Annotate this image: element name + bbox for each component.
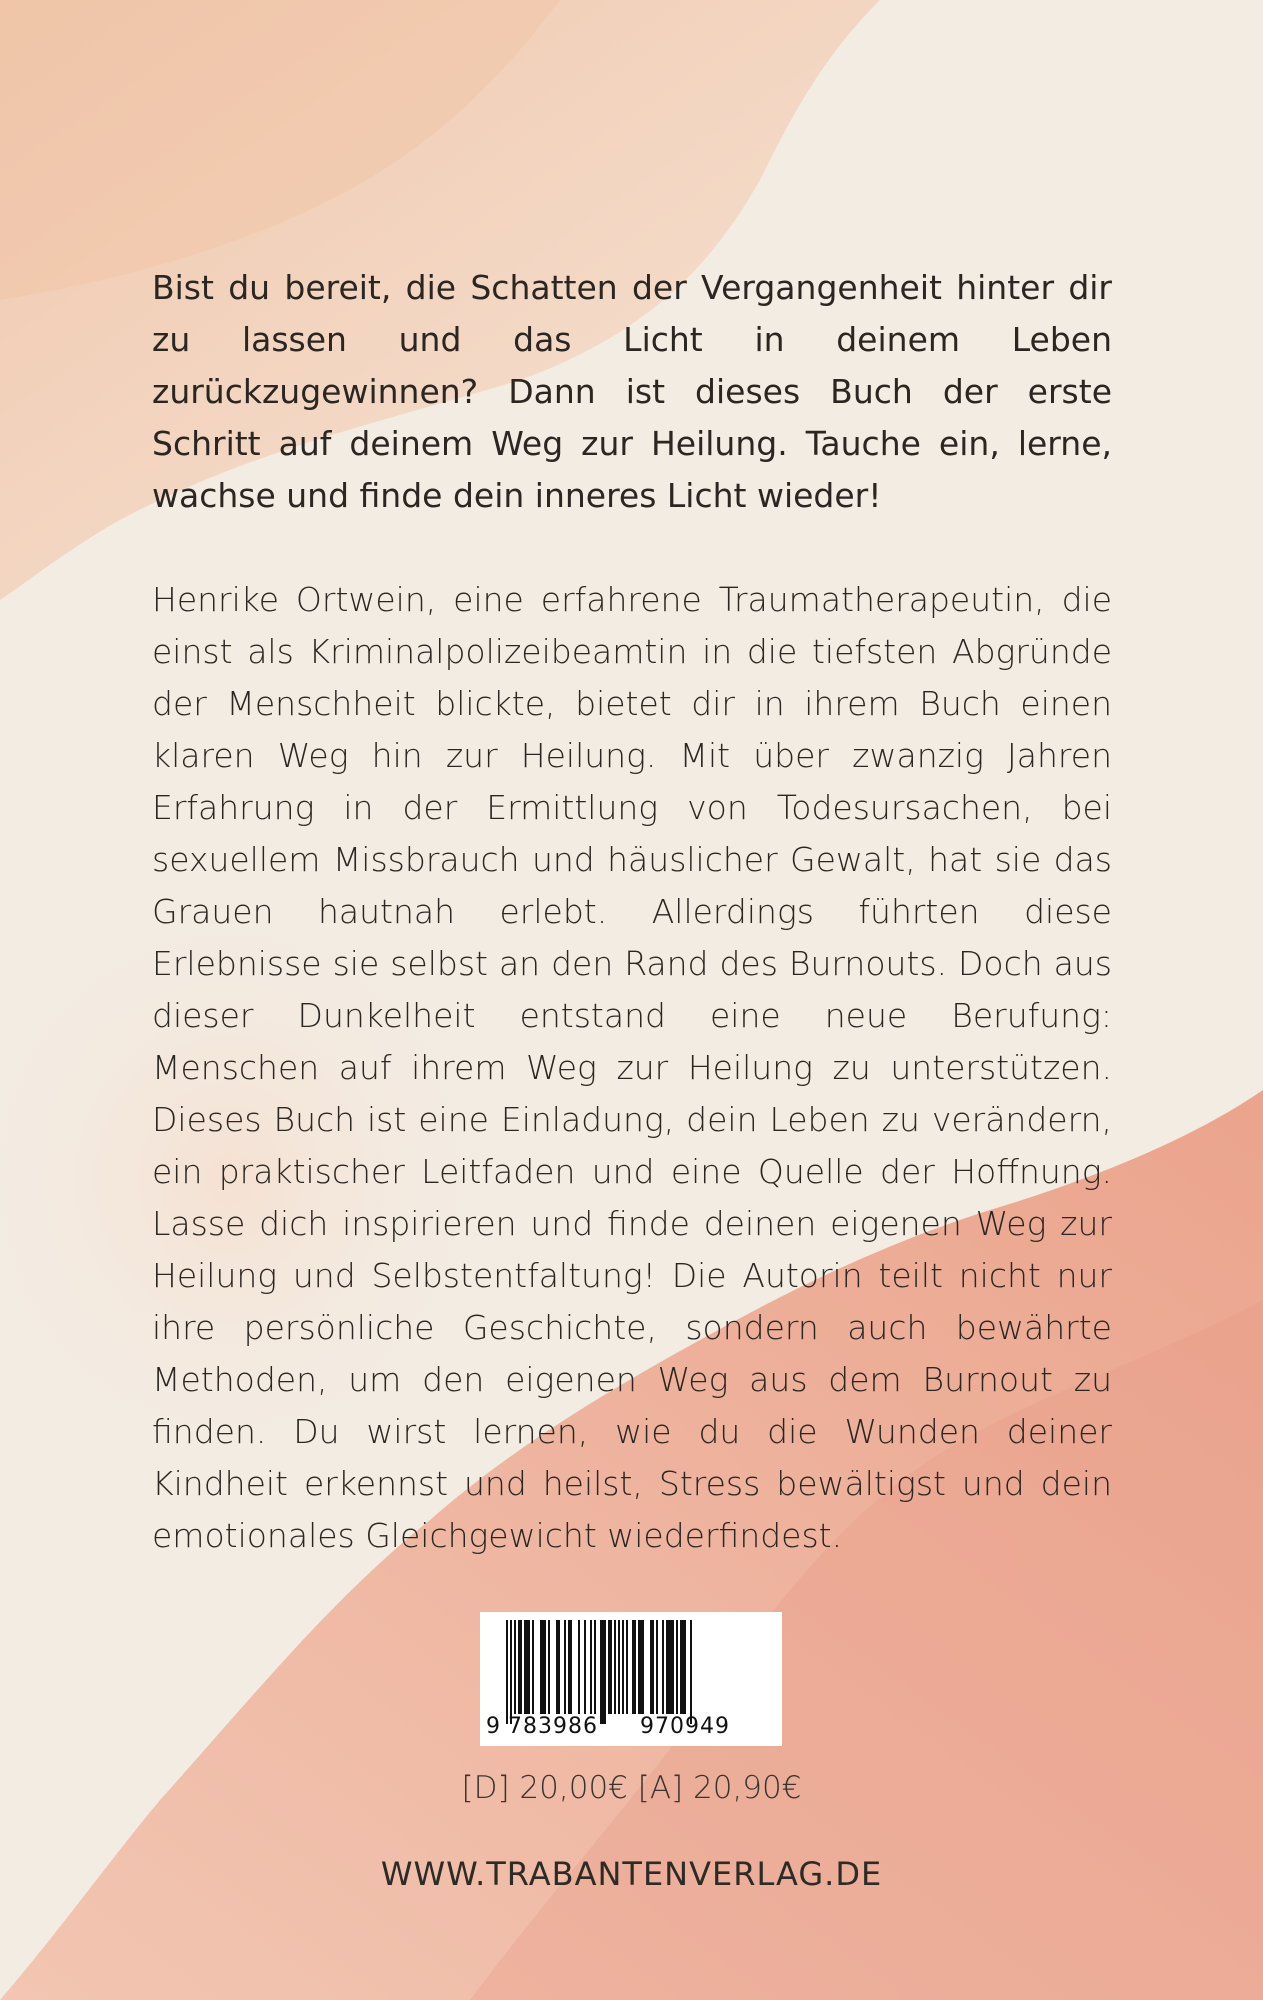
- barcode-bar: [594, 1620, 596, 1714]
- barcode-bar: [548, 1620, 550, 1714]
- barcode-bar: [662, 1620, 664, 1714]
- barcode-bar: [506, 1620, 508, 1724]
- barcode-bar: [622, 1620, 624, 1714]
- barcode-bar: [564, 1620, 566, 1714]
- barcode-bar: [676, 1620, 678, 1714]
- isbn-barcode: [480, 1612, 782, 1746]
- barcode-bar: [690, 1620, 692, 1724]
- barcode-bar: [618, 1620, 620, 1714]
- barcode-bar: [540, 1620, 542, 1714]
- barcode-bar: [558, 1620, 560, 1714]
- barcode-bar: [668, 1620, 670, 1714]
- barcode-bar: [544, 1620, 546, 1714]
- barcode-bar: [666, 1620, 668, 1714]
- back-cover-blurb: [152, 262, 1112, 1562]
- barcode-bar: [632, 1620, 634, 1714]
- barcode-bar: [614, 1620, 616, 1714]
- barcode-bar: [640, 1620, 642, 1714]
- barcode-bar: [584, 1620, 586, 1714]
- barcode-bar: [642, 1620, 644, 1714]
- barcode-bar: [610, 1620, 612, 1714]
- barcode-bar: [520, 1620, 522, 1714]
- barcode-bar: [528, 1620, 530, 1714]
- barcode-left-group: 783986: [508, 1714, 598, 1739]
- barcode-bar: [604, 1620, 606, 1724]
- barcode-bar: [514, 1620, 516, 1714]
- barcode-bar: [602, 1620, 604, 1724]
- barcode-bar: [568, 1620, 570, 1714]
- barcode-bar: [590, 1620, 592, 1714]
- barcode-bar: [652, 1620, 654, 1714]
- barcode-bar: [600, 1620, 602, 1724]
- barcode-bar: [682, 1620, 684, 1714]
- barcode-bar: [672, 1620, 674, 1714]
- barcode-bar: [556, 1620, 558, 1714]
- barcode-bar: [638, 1620, 640, 1714]
- barcode-bar: [524, 1620, 526, 1714]
- price-label: [D] 20,00€ [A] 20,90€: [461, 1770, 802, 1806]
- barcode-bar: [570, 1620, 572, 1714]
- barcode-bar: [650, 1620, 652, 1714]
- barcode-bar: [542, 1620, 544, 1714]
- blurb-lead-paragraph: Bist du bereit, die Schatten der Vergangenheit hinter dir zu lassen und das Licht in deinem Leben zurückzugewinnen? Dann ist dieses Buch der erste Schritt auf deinem Weg zur Heilung. Tauche ein, lerne, wachse und finde dein inneres Licht wieder!: [152, 268, 1112, 515]
- barcode-bar: [518, 1620, 520, 1714]
- barcode-first-digit: 9: [486, 1714, 500, 1739]
- barcode-bar: [532, 1620, 534, 1714]
- barcode-bar: [526, 1620, 528, 1714]
- barcode-bar: [670, 1620, 672, 1714]
- barcode-bar: [656, 1620, 658, 1714]
- barcode-bar: [578, 1620, 580, 1714]
- barcode-bar: [626, 1620, 628, 1714]
- blurb-body-paragraph: Henrike Ortwein, eine erfahrene Traumatherapeutin, die einst als Kriminalpolizeibeamtin in die tiefsten Abgründe der Menschheit blickte, bietet dir in ihrem Buch einen klaren Weg hin zur Heilung. Mit über zwanzig Jahren Erfahrung in der Ermittlung von Todesursachen, bei sexuellem Missbrauch und häuslicher Gewalt, hat sie das Grauen hautnah erlebt. Allerdings führten diese Erlebnisse sie selbst an den Rand des Burnouts. Doch aus dieser Dunkelheit entstand eine neue Berufung: Menschen auf ihrem Weg zur Heilung zu unterstützen. Dieses Buch ist eine Einladung, dein Leben zu verändern, ein praktischer Leitfaden und eine Quelle der Hoffnung. Lasse dich inspirieren und finde deinen eigenen Weg zur Heilung und Selbstentfaltung! Die Autorin teilt nicht nur ihre persönliche Geschichte, sondern auch bewährte Methoden, um den eigenen Weg aus dem Burnout zu finden. Du wirst lernen, wie du die Wunden deiner Kindheit erkennst und heilst, Stress bewältigst und dein emotionales Gleichgewicht wiederfindest.: [152, 580, 1112, 1555]
- barcode-bar: [680, 1620, 682, 1714]
- barcode-bar: [634, 1620, 636, 1714]
- publisher-website: WWW.TRABANTENVERLAG.DE: [380, 1855, 883, 1893]
- barcode-bar: [684, 1620, 686, 1714]
- barcode-digits: [480, 1714, 782, 1744]
- barcode-bar: [510, 1620, 512, 1724]
- barcode-right-group: 970949: [640, 1714, 730, 1739]
- barcode-bar: [608, 1620, 610, 1714]
